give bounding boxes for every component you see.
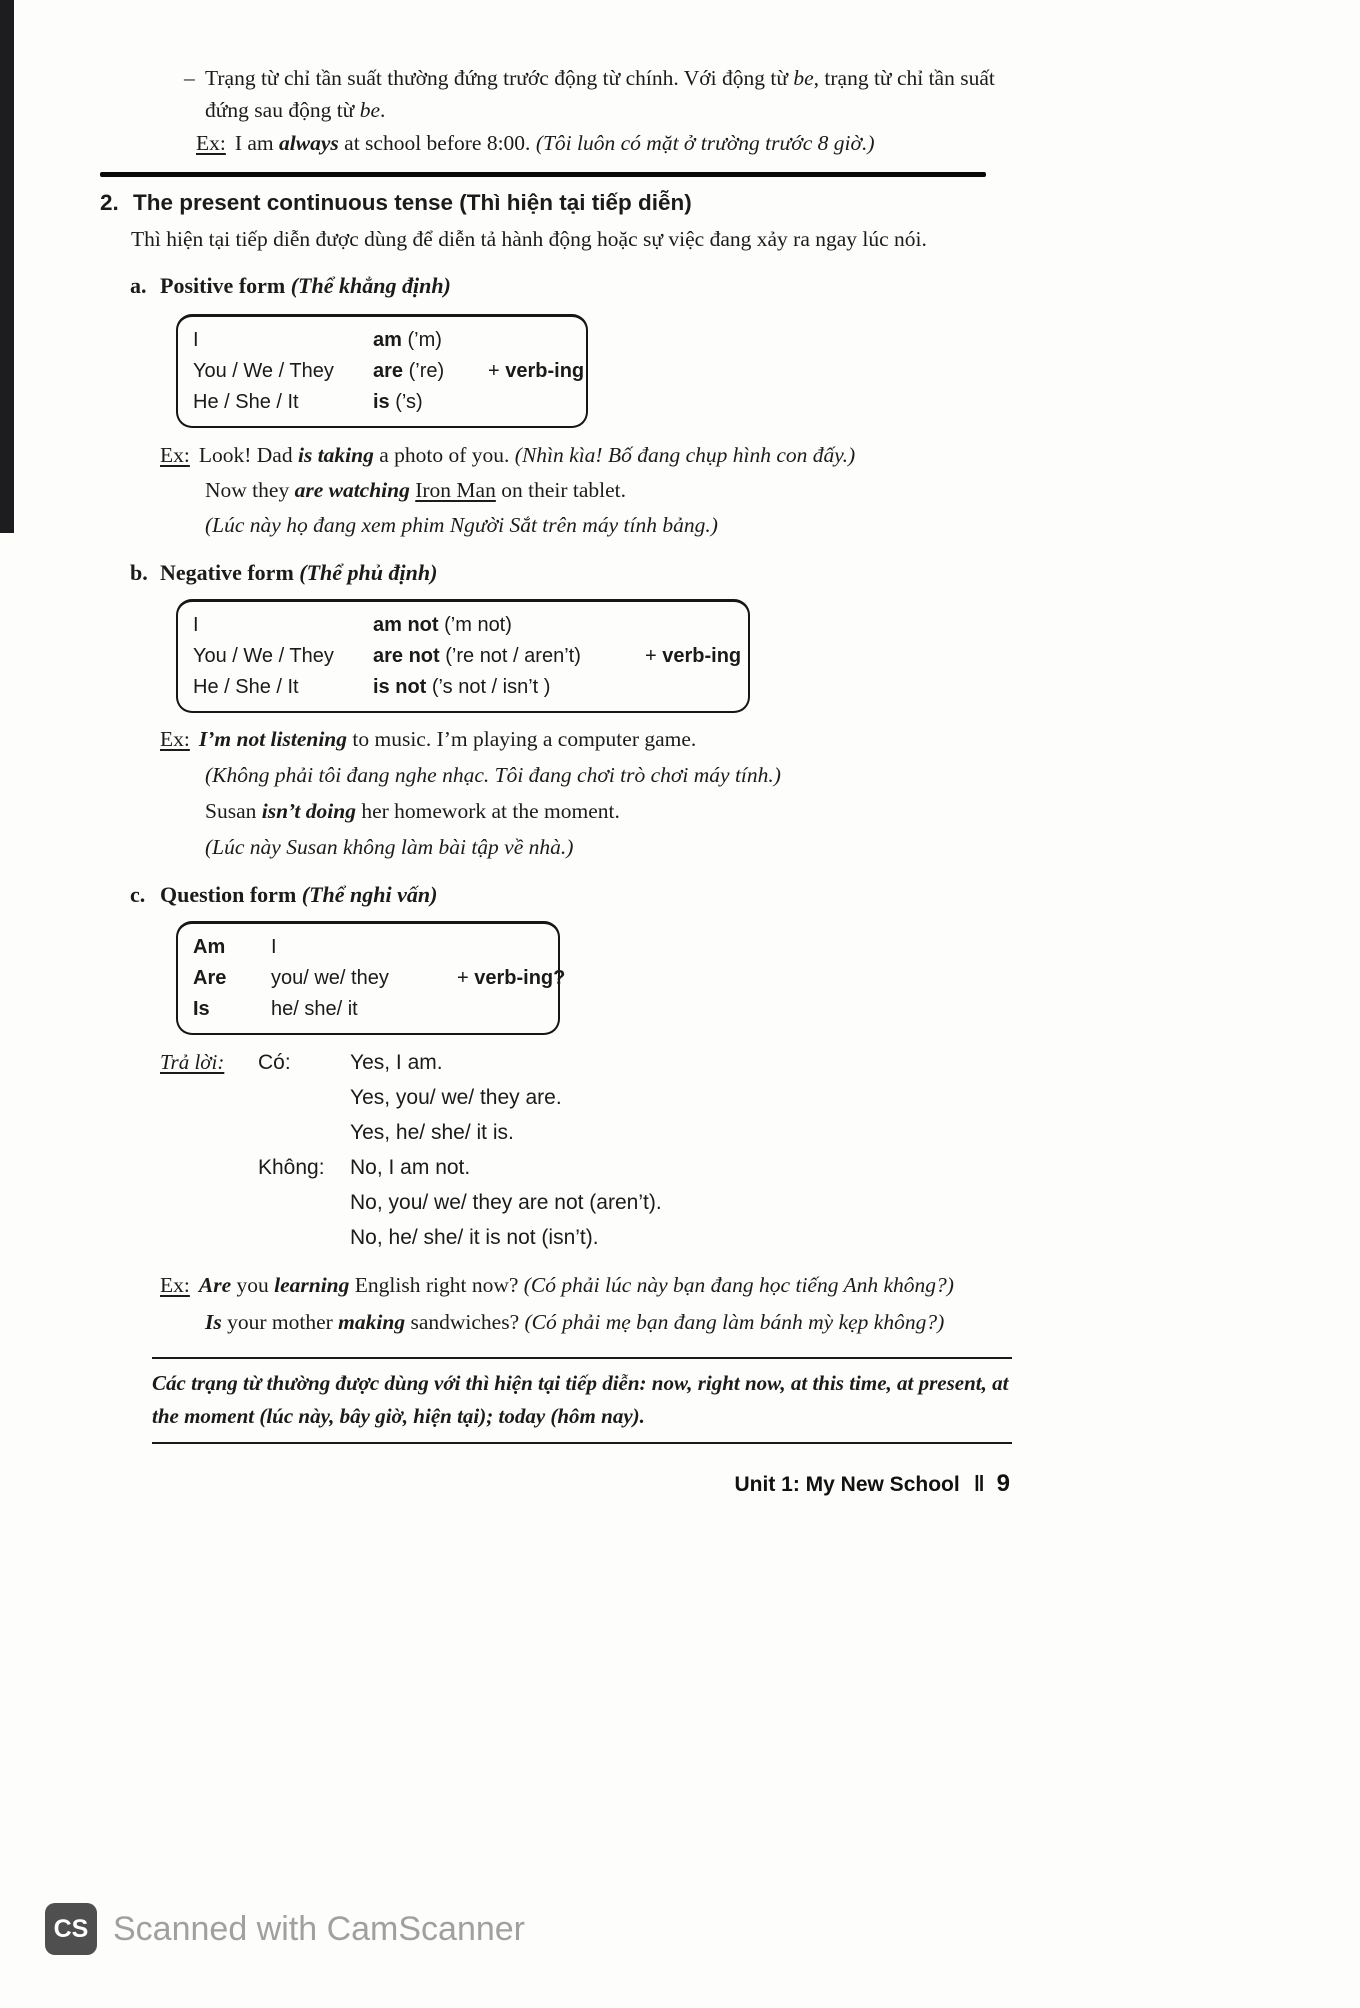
example-line [205,473,1012,508]
aux-cell: Is [193,998,210,1020]
subsection-letter: a. [130,273,147,298]
bullet-dash: – [184,66,195,90]
camscanner-logo-icon: CS [45,1903,97,1955]
text-segment-emphasis: isn’t doing [261,799,356,823]
camscanner-watermark [45,1903,525,1955]
answer-line: Yes, he/ she/ it is. [350,1121,514,1144]
spacer [457,932,565,963]
unit-title: Unit 1: My New School [734,1473,960,1496]
text-segment: to music. I’m playing a computer game. [347,727,697,751]
subject-cell: He / She / It [193,676,299,698]
example-line [205,793,1012,829]
text-segment-emphasis: learning [274,1273,350,1297]
subject-cell: I [271,936,277,958]
translation-text: (Nhìn kìa! Bố đang chụp hình con đấy.) [514,443,856,467]
no-label: Không: [258,1156,325,1179]
example-line [160,438,1012,473]
note-text [205,62,996,126]
section-description: Thì hiện tại tiếp diễn được dùng để diễn tả hành động hoặc sự việc đang xảy ra ngay lúc nói. [131,227,927,251]
section-divider-rule [100,172,986,177]
negative-examples [160,721,1012,865]
subject-cell: I [193,614,199,636]
subject-cell: You / We / They [193,360,334,382]
answer-line: Yes, I am. [350,1051,443,1074]
verb-text: are not [373,645,440,667]
text-segment: on their tablet. [495,478,626,502]
verbing-cell [645,641,741,672]
positive-examples [160,438,1012,543]
spacer [488,325,584,356]
subsection-question-heading [130,881,1012,909]
text-segment-emphasis: Are [198,1273,232,1297]
contraction-text: (’m not) [438,614,512,636]
aux-cell: Are [193,967,227,989]
verb-text: is [373,391,390,413]
text-segment: English right now? [349,1273,524,1297]
verbing-text: verb-ing? [474,967,566,989]
verb-cell [373,387,488,418]
plus-sign: + [457,967,475,989]
verbing-text: verb-ing [662,645,742,667]
scan-edge-shadow [0,0,14,533]
question-form-table [176,921,566,1035]
subsection-title [160,559,437,587]
example-line [205,508,1012,543]
text-segment: Question form [160,882,302,907]
text-segment-vietnamese: (Thể phủ định) [299,560,438,585]
verb-cell [373,325,488,356]
verb-cell [373,356,488,387]
text-segment: sandwiches? [405,1310,525,1334]
translation-text: (Lúc này họ đang xem phim Người Sắt trên máy tính bảng.) [205,513,718,537]
text-segment: her homework at the moment. [355,799,620,823]
verb-cell [373,610,645,641]
text-segment: Now they [205,478,295,502]
text-segment-emphasis: Is [205,1310,222,1334]
section-title: The present continuous tense (Thì hiện tại tiếp diễn) [133,190,692,215]
example-line [205,829,1012,865]
example-label: Ex: [160,727,190,751]
section-number: 2. [100,190,119,215]
subject-cell: he/ she/ it [271,998,358,1020]
example-label: Ex: [160,1273,190,1297]
verb-text: am [373,329,402,351]
question-examples [160,1267,1012,1341]
contraction-text: (’re) [403,360,445,382]
example-label: Ex: [196,131,226,155]
text-segment-italic: be [359,98,380,122]
text-segment: Các trạng từ thường được dùng với thì hiện tại tiếp diễn: [152,1371,652,1395]
text-segment: Negative form [160,560,300,585]
text-segment: you [231,1273,275,1297]
text-segment-emphasis: making [338,1310,406,1334]
answer-line: No, I am not. [350,1156,471,1179]
text-segment-emphasis: always [279,131,339,155]
plus-sign: + [645,645,663,667]
spacer [645,610,741,641]
text-segment: your mother [221,1310,339,1334]
text-segment-emphasis: I’m not listening [198,727,348,751]
movie-title: Iron Man [415,478,496,502]
answer-line: No, you/ we/ they are not (aren’t). [350,1191,662,1214]
subject-cell: I [193,329,199,351]
yes-label: Có: [258,1051,291,1074]
verbing-cell [488,356,584,387]
text-segment-vietnamese: (Thể khẳng định) [290,273,451,298]
text-segment-emphasis: now, right now, at this time, at present, at the moment (lúc này, bây giờ, hiện tại); today (hôm nay). [152,1371,1009,1428]
text-segment: Look! Dad [198,443,298,467]
answer-line: Yes, you/ we/ they are. [350,1086,562,1109]
verbing-cell [457,963,565,994]
answers-label: Trả lời: [160,1050,225,1074]
verb-text: am not [373,614,439,636]
subject-cell: you/ we/ they [271,967,389,989]
subsection-letter: c. [130,882,146,907]
verb-cell [373,641,645,672]
text-segment: Trạng từ chỉ tần suất thường đứng trước động từ chính. Với động từ [205,66,794,90]
text-segment-emphasis: are watching [294,478,416,502]
text-segment-italic: be [793,66,814,90]
positive-form-table [176,314,588,428]
verb-text: is not [373,676,427,698]
section-heading [100,189,1012,217]
text-segment: Susan [205,799,262,823]
subsection-positive-heading [130,272,1012,300]
negative-form-table [176,599,750,713]
page-number: 9 [996,1470,1010,1497]
subsection-negative-heading [130,559,1012,587]
example-line [205,757,1012,793]
text-segment: , trạng từ chỉ tần suất đứng sau động từ [205,66,995,122]
verb-text: are [373,360,404,382]
subsection-title [160,272,451,300]
translation-text: (Tôi luôn có mặt ở trường trước 8 giờ.) [535,131,875,155]
example-line [160,721,1012,757]
aux-cell: Am [193,936,226,958]
example-line [205,1304,1012,1341]
answer-line: No, he/ she/ it is not (isn’t). [350,1226,599,1249]
camscanner-text: Scanned with CamScanner [113,1909,526,1948]
frequency-adverb-note [184,62,996,126]
example-label: Ex: [160,443,190,467]
spacer [488,387,584,418]
text-segment: . [380,98,386,122]
text-segment: I am [234,131,280,155]
frequency-example-line [196,127,1012,160]
spacer [457,994,565,1025]
subject-cell: You / We / They [193,645,334,667]
text-segment: at school before 8:00. [338,131,536,155]
subsection-letter: b. [130,560,148,585]
contraction-text: (’m) [401,329,442,351]
contraction-text: (’re not / aren’t) [439,645,581,667]
translation-text: (Có phải lúc này bạn đang học tiếng Anh không?) [523,1273,954,1297]
translation-text: (Có phải mẹ bạn đang làm bánh mỳ kẹp không?) [524,1310,945,1334]
contraction-text: (’s) [389,391,423,413]
text-segment-vietnamese: (Thể nghi vấn) [301,882,438,907]
plus-sign: + [488,360,506,382]
verb-cell [373,672,645,703]
text-segment: a photo of you. [373,443,515,467]
time-expressions-note [152,1357,1012,1444]
answers-block [160,1045,1012,1255]
example-line [160,1267,1012,1304]
text-segment: Positive form [160,273,291,298]
subject-cell: He / She / It [193,391,299,413]
verbing-text: verb-ing [505,360,585,382]
text-segment-emphasis: is taking [297,443,374,467]
footer-separator: ‖ [973,1471,985,1496]
spacer [645,672,741,703]
subsection-title [160,881,437,909]
translation-text: (Không phải tôi đang nghe nhạc. Tôi đang chơi trò chơi máy tính.) [205,763,781,787]
page-content [100,0,1012,1444]
translation-text: (Lúc này Susan không làm bài tập về nhà.) [205,835,574,859]
contraction-text: (’s not / isn’t ) [426,676,551,698]
page-footer [100,1470,1010,1498]
